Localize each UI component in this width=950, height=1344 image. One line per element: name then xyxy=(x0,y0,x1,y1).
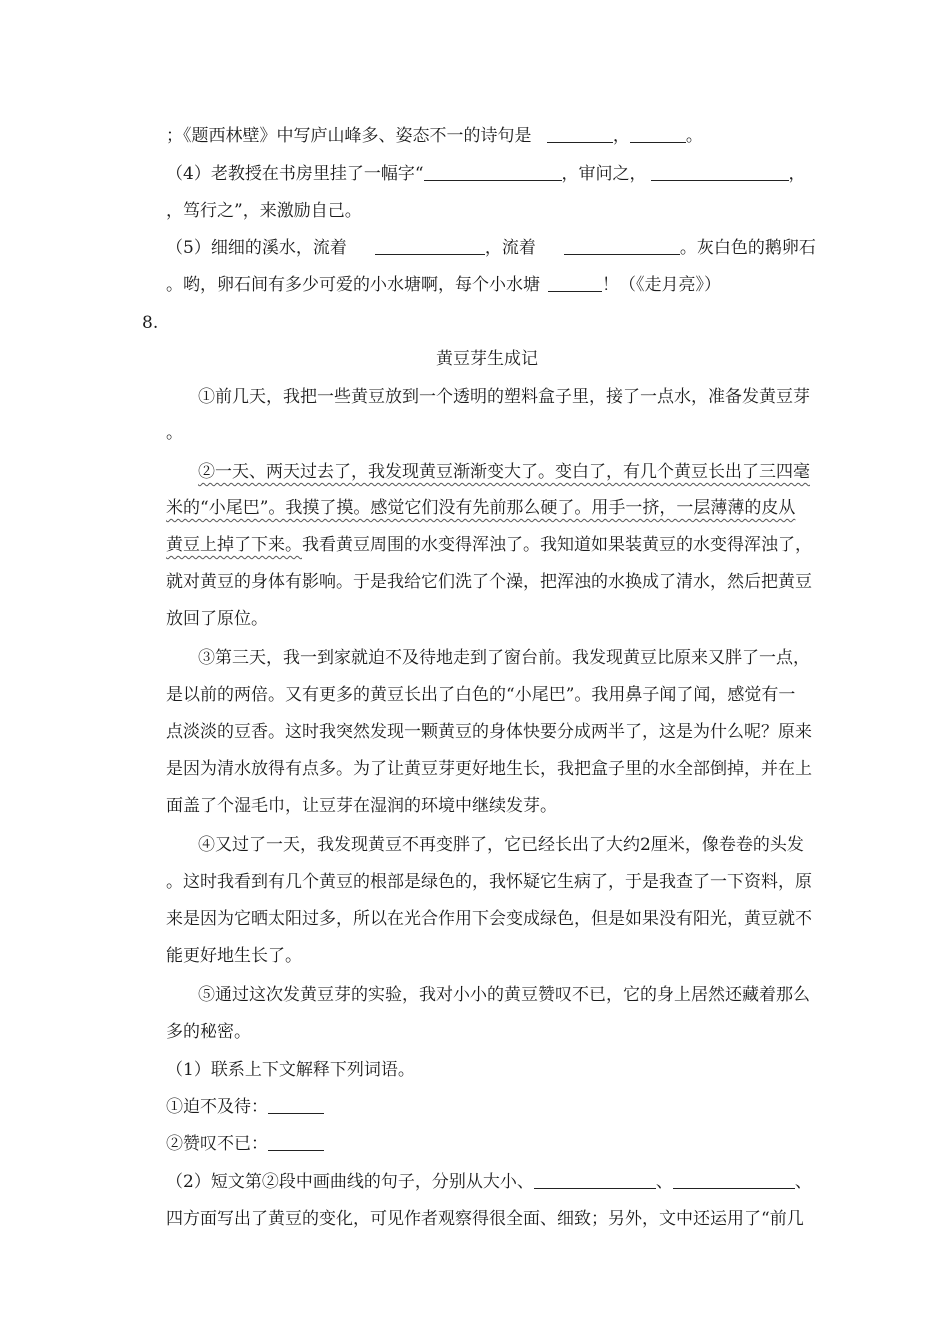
para3-line3 xyxy=(166,719,812,745)
subq2-line1 xyxy=(166,1169,812,1195)
q7-line5-text: ，笃行之”，来激励自己。 xyxy=(166,201,362,221)
subq2-blank-2[interactable] xyxy=(673,1170,795,1189)
subq2-line1-text: （2）短文第②段中画曲线的句子，分别从大小、 xyxy=(166,1172,534,1192)
q7-line6-mid: ，流着 xyxy=(484,238,536,258)
para2-line1 xyxy=(198,459,810,485)
subq1-a-blank[interactable] xyxy=(268,1095,324,1114)
q7-line4-text: （4）老教授在书房里挂了一幅字“ xyxy=(166,164,424,184)
q7-line3-sep: ， xyxy=(612,126,630,146)
para3-line4-text: 是因为清水放得有点多。为了让黄豆芽更好地生长，我把盒子里的水全部倒掉，并在上 xyxy=(166,759,812,779)
para4-line4 xyxy=(166,943,302,969)
para2-line3 xyxy=(166,532,812,558)
para3-line1-text: ③第三天，我一到家就迫不及待地走到了窗台前。我发现黄豆比原来又胖了一点， xyxy=(198,648,810,668)
q7-line3-end: 。 xyxy=(685,126,703,146)
q7-blank-pond[interactable] xyxy=(548,273,602,292)
subq1-prompt xyxy=(166,1057,415,1083)
para5-line2 xyxy=(166,1019,251,1045)
q7-blank-poem-2[interactable] xyxy=(630,124,686,143)
para2-line3-rest: 我看黄豆周围的水变得浑浊了。我知道如果装黄豆的水变得浑浊了， xyxy=(302,535,812,555)
q7-blank-stream-1[interactable] xyxy=(375,236,485,255)
para2-line5-text: 放回了原位。 xyxy=(166,609,268,629)
subq1-item-a xyxy=(166,1094,324,1120)
para4-line2-text: 。这时我看到有几个黄豆的根部是绿色的，我怀疑它生病了，于是我查了一下资料，原 xyxy=(166,872,812,892)
para3-line4 xyxy=(166,756,812,782)
para2-line4-text: 就对黄豆的身体有影响。于是我给它们洗了个澡，把浑浊的水换成了清水，然后把黄豆 xyxy=(166,572,812,592)
para3-line5-text: 面盖了个湿毛巾，让豆芽在湿润的环境中继续发芽。 xyxy=(166,796,557,816)
q7-blank-stream-2[interactable] xyxy=(564,236,680,255)
para2-line2-text: 米的“小尾巴”。我摸了摸。感觉它们没有先前那么硬了。用手一挤，一层薄薄的皮从 xyxy=(166,498,796,518)
subq1-b-label: ②赞叹不已： xyxy=(166,1134,268,1154)
q8-number xyxy=(142,310,158,336)
para2-line3-underlined: 黄豆上掉了下来。 xyxy=(166,535,302,555)
para2-line5 xyxy=(166,606,268,632)
para4-line4-text: 能更好地生长了。 xyxy=(166,946,302,966)
para1-line1-text: ①前几天，我把一些黄豆放到一个透明的塑料盒子里，接了一点水，准备发黄豆芽 xyxy=(198,387,810,407)
para3-line2-text: 是以前的两倍。又有更多的黄豆长出了白色的“小尾巴”。我用鼻子闻了闻，感觉有一 xyxy=(166,685,796,705)
subq2-blank-1[interactable] xyxy=(534,1170,656,1189)
subq1-a-label: ①迫不及待： xyxy=(166,1097,268,1117)
subq1-text: （1）联系上下文解释下列词语。 xyxy=(166,1060,415,1080)
para1-line2 xyxy=(166,420,183,446)
para4-line3-text: 来是因为它晒太阳过多，所以在光合作用下会变成绿色，但是如果没有阳光，黄豆就不 xyxy=(166,909,812,929)
q7-line-3 xyxy=(166,123,703,149)
para3-line5 xyxy=(166,793,557,819)
passage-title-text: 黄豆芽生成记 xyxy=(436,349,538,369)
q7-line6-end: 。灰白色的鹅卵石 xyxy=(679,238,816,258)
q7-line4-mid: ，审问之， xyxy=(561,164,647,184)
para4-line1 xyxy=(198,832,804,858)
q7-line7-text: 。哟，卵石间有多少可爱的小水塘啊，每个小水塘 xyxy=(166,275,540,295)
q7-blank-motto-1[interactable] xyxy=(424,162,562,181)
subq1-b-blank[interactable] xyxy=(268,1132,324,1151)
q7-line7-end: ！（《走月亮》） xyxy=(602,275,721,295)
subq2-end: 、 xyxy=(794,1172,812,1192)
para3-line1 xyxy=(198,645,810,671)
para4-line1-text: ④又过了一天，我发现黄豆不再变胖了，它已经长出了大约2厘米，像卷卷的头发 xyxy=(198,835,804,855)
passage-title xyxy=(436,346,538,372)
q7-line6-text: （5）细细的溪水，流着 xyxy=(166,238,347,258)
q7-line-5 xyxy=(166,198,362,224)
para4-line2 xyxy=(166,869,812,895)
para5-line1-text: ⑤通过这次发黄豆芽的实验，我对小小的黄豆赞叹不已，它的身上居然还藏着那么 xyxy=(198,985,810,1005)
subq1-item-b xyxy=(166,1131,324,1157)
para2-line4 xyxy=(166,569,812,595)
para5-line1 xyxy=(198,982,810,1008)
q7-line-6 xyxy=(166,235,816,261)
q7-line-7 xyxy=(166,272,721,298)
subq2-line2 xyxy=(166,1206,804,1232)
q7-line-4 xyxy=(166,161,806,187)
para1-line1 xyxy=(198,384,810,410)
q7-line3-text: ；《题西林壁》中写庐山峰多、姿态不一的诗句是 xyxy=(166,126,532,146)
para3-line2 xyxy=(166,682,795,708)
para3-line3-text: 点淡淡的豆香。这时我突然发现一颗黄豆的身体快要分成两半了，这是为什么呢？原来 xyxy=(166,722,812,742)
para2-line1-text: ②一天、两天过去了，我发现黄豆渐渐变大了。变白了，有几个黄豆长出了三四毫 xyxy=(198,462,810,482)
q7-blank-poem-1[interactable] xyxy=(547,124,613,143)
para4-line3 xyxy=(166,906,812,932)
para2-line2 xyxy=(166,495,795,521)
q7-blank-motto-2[interactable] xyxy=(651,162,789,181)
para1-line2-text: 。 xyxy=(166,423,183,443)
q8-number-text: 8. xyxy=(142,313,159,333)
subq2-sep: 、 xyxy=(655,1172,673,1192)
para5-line2-text: 多的秘密。 xyxy=(166,1022,251,1042)
subq2-line2-text: 四方面写出了黄豆的变化，可见作者观察得很全面、细致；另外，文中还运用了“前几 xyxy=(166,1209,804,1229)
q7-line4-end: ， xyxy=(788,164,806,184)
